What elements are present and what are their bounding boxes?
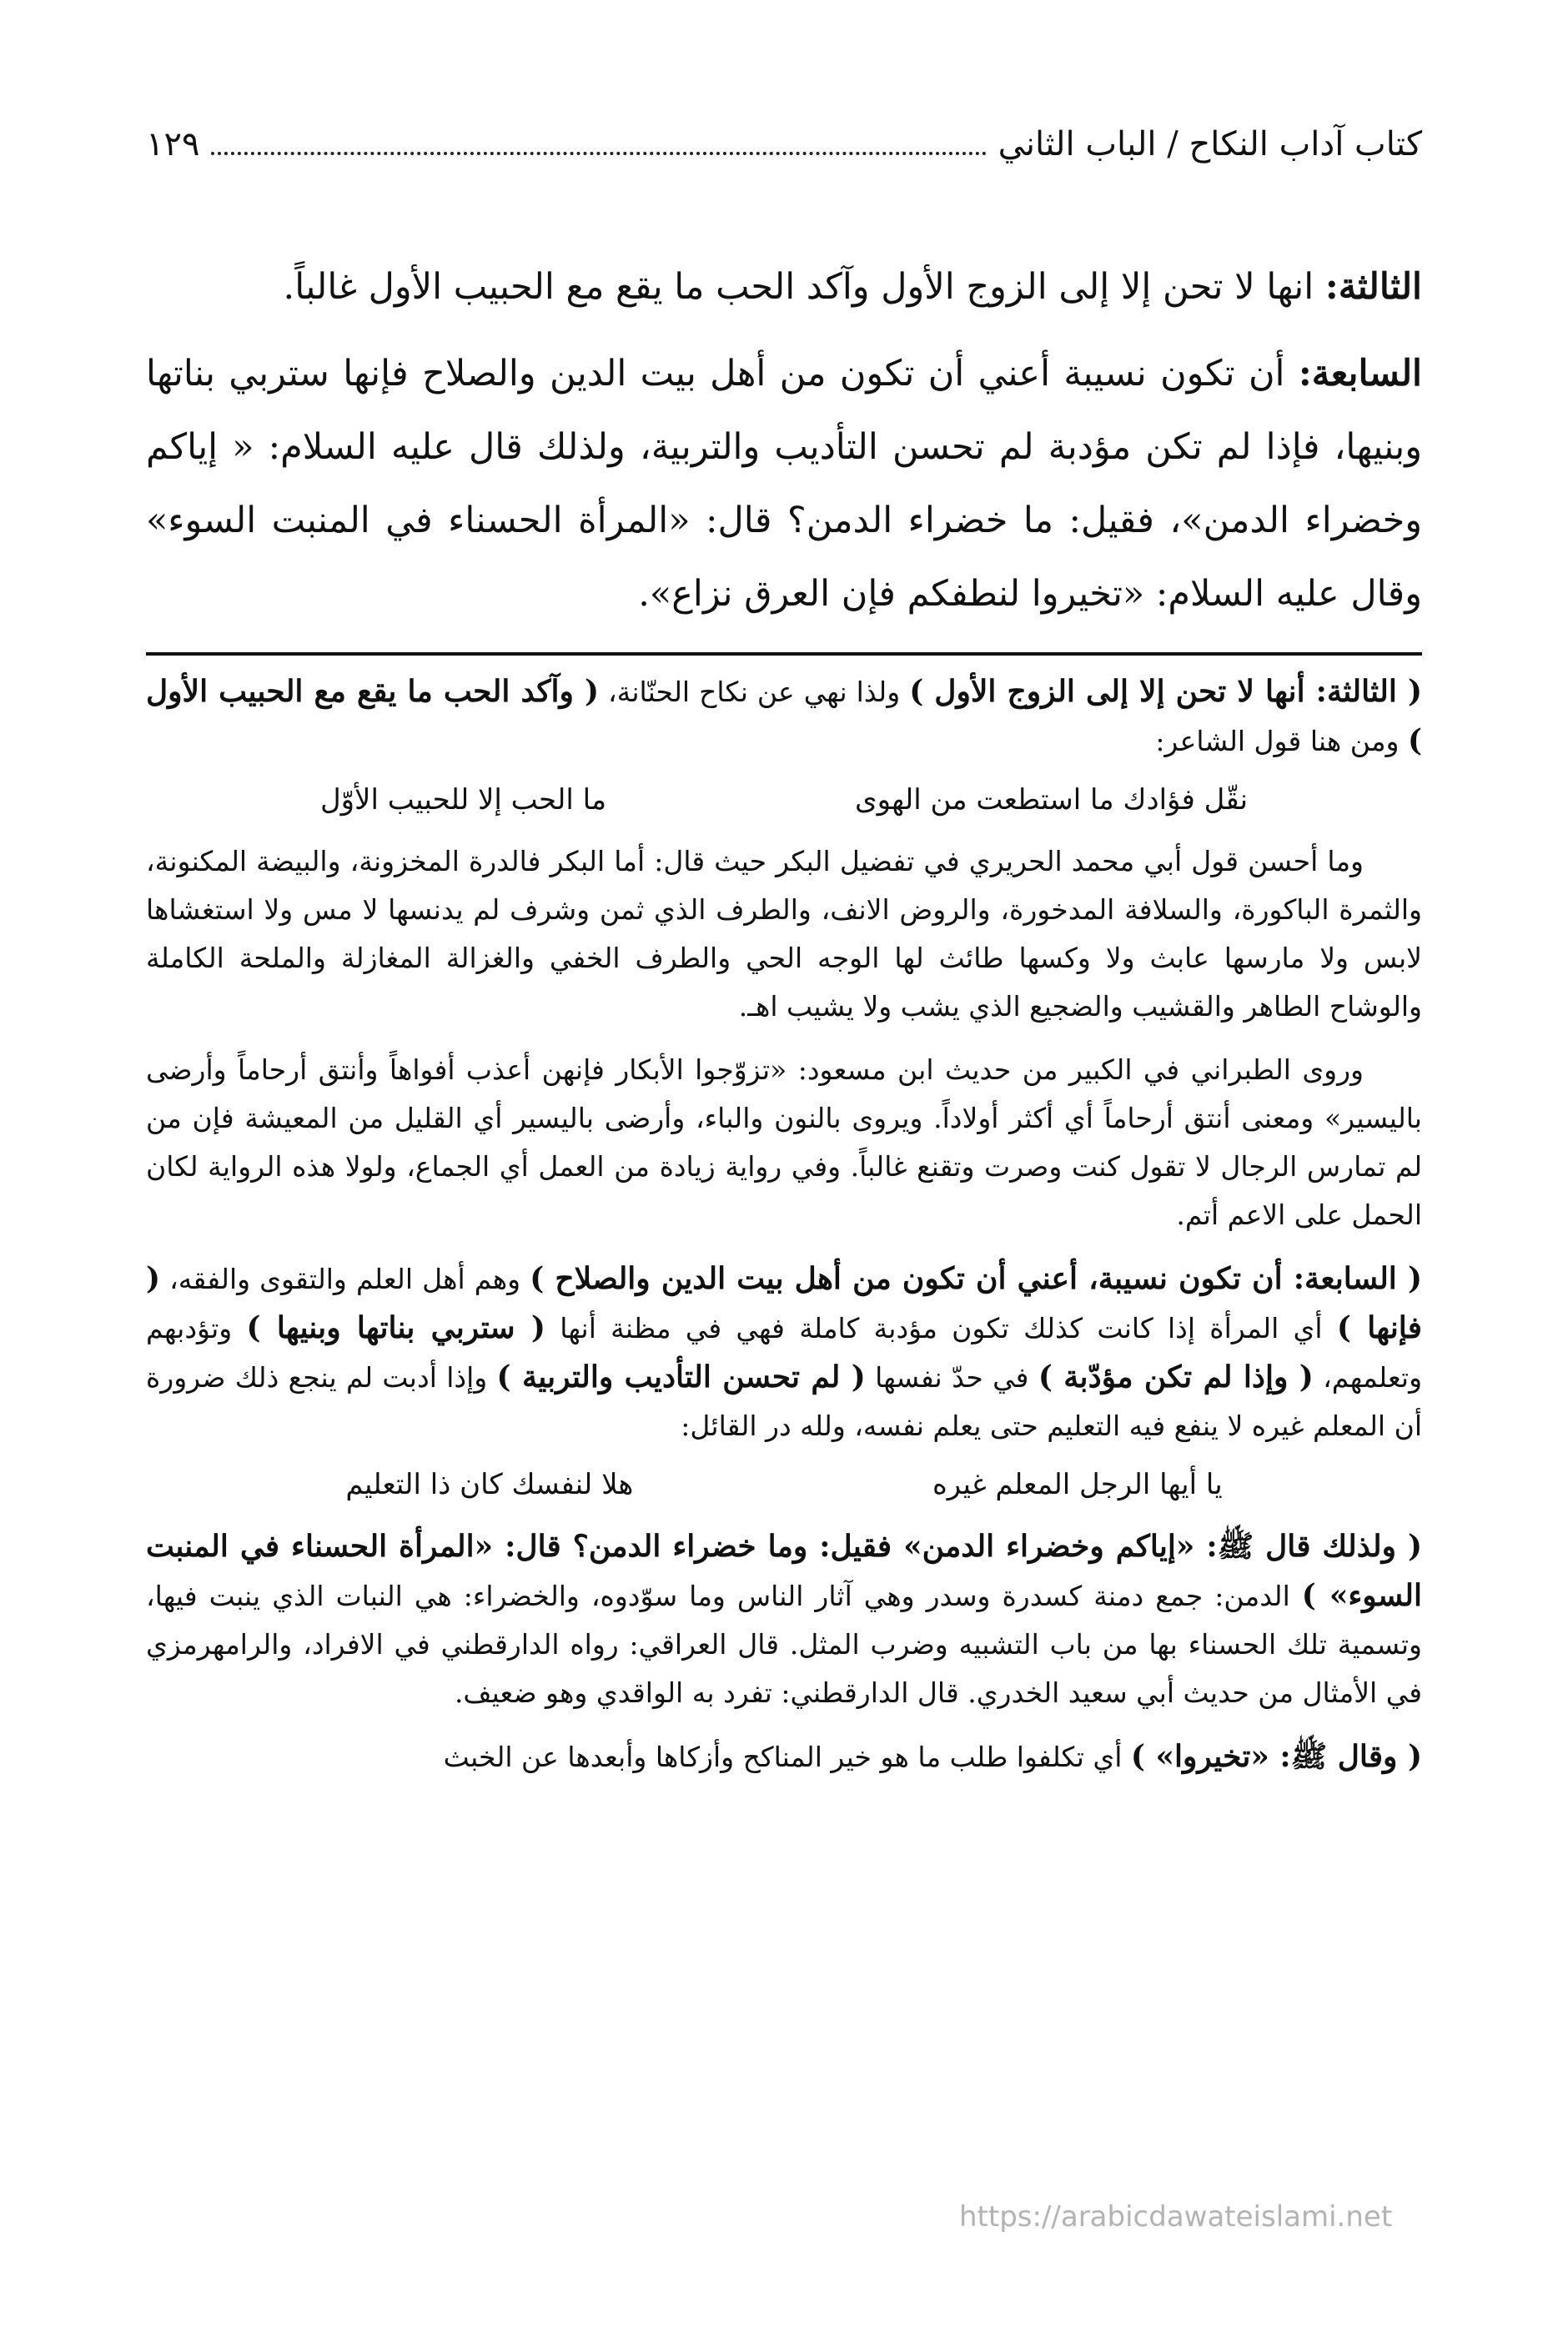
poetry-verse — [196, 776, 1372, 824]
quoted-matn: ( لم تحسن التأديب والتربية ) — [496, 1359, 866, 1395]
quoted-matn: ( ولذلك قال ﷺ: «إياكم وخضراء الدمن» فقيل: وما خضراء الدمن؟ قال: «المرأة الحسناء في المنبت السوء» ) — [146, 1529, 1422, 1613]
commentary-text: أي تكلفوا طلب ما هو خير المناكح وأزكاها وأبعدها عن الخبث — [443, 1741, 1131, 1773]
commentary-text: وهم أهل العلم والتقوى والفقه، — [160, 1263, 530, 1295]
commentary-paragraph: وما أحسن قول أبي محمد الحريري في تفضيل البكر حيث قال: أما البكر فالدرة المخزونة، والبيضة المكنونة، والثمرة الباكورة، والسلافة المدخورة، والروض الانف، والطرف الذي ثمن وشرف لم يدنسها لا مس ولا استغشاها لابس ولا مارسها عابث ولا وكسها طائث لها الوجه الحي والطرف الخفي والغزالة المغازلة والملحة الكاملة والوشاح الطاهر والقشيب والضجيع الذي يشب ولا يشيب اهـ. — [146, 845, 1422, 1023]
lead-word-third: الثالثة: — [1324, 266, 1422, 308]
quoted-matn: ( وإذا لم تكن مؤدّبة ) — [1038, 1359, 1314, 1395]
commentary-divider — [146, 652, 1422, 656]
main-paragraph-seventh — [146, 337, 1422, 631]
commentary-paragraph — [146, 667, 1422, 766]
quoted-matn: ( السابعة: أن تكون نسيبة، أعني أن تكون من أهل بيت الدين والصلاح ) — [530, 1261, 1422, 1296]
quoted-matn: ( وقال ﷺ: «تخيروا» ) — [1130, 1739, 1422, 1774]
verse-hemistich: ما الحب إلا للحبيب الأوّل — [319, 783, 607, 817]
commentary-paragraph — [146, 1522, 1422, 1717]
commentary-paragraph — [146, 1732, 1422, 1782]
commentary-text: ومن هنا قول الشاعر: — [1155, 725, 1408, 757]
main-text — [146, 250, 1422, 644]
verse-hemistich: نقّل فؤادك ما استطعت من الهوى — [855, 783, 1249, 817]
main-paragraph-third — [146, 250, 1422, 324]
quoted-matn: ( وآكد الحب ما يقع مع الحبيب الأول ) — [146, 674, 1422, 758]
lead-word-seventh: السابعة: — [1298, 353, 1422, 395]
verse-hemistich: هلا لنفسك كان ذا التعليم — [345, 1468, 634, 1501]
commentary-text: أي المرأة إذا كانت كذلك تكون مؤدبة كاملة فهي في مظنة أنها — [545, 1312, 1337, 1344]
watermark-url: https://arabicdawateislami.net — [959, 2200, 1393, 2234]
dotted-leader — [211, 152, 986, 155]
commentary-text: الدمن: جمع دمنة كسدرة وسدر وهي آثار الناس وما سوّدوه، والخضراء: هي النبات الذي ينبت فيها، وتسمية تلك الحسناء بها من باب التشبيه وضرب المثل. قال العراقي: رواه الدارقطني في الافراد، والرامهرمزي في الأمثال من حديث أبي سعيد الخدري. قال الدارقطني: تفرد به الواقدي وهو ضعيف. — [146, 1580, 1422, 1709]
commentary-text: في حدّ نفسها — [865, 1361, 1038, 1394]
verse-hemistich: يا أيها الرجل المعلم غيره — [932, 1468, 1223, 1501]
commentary — [146, 667, 1422, 1797]
poetry-verse — [196, 1460, 1372, 1509]
running-header — [146, 125, 1422, 183]
quoted-matn: ( الثالثة: أنها لا تحن إلا إلى الزوج الأول ) — [909, 674, 1422, 709]
commentary-text: وإذا أدبت لم ينجع ذلك ضرورة أن المعلم غيره لا ينفع فيه التعليم حتى يعلم نفسه، ولله در القائل: — [146, 1361, 1422, 1442]
commentary-text: ولذا نهي عن نكاح الحنّانة، — [598, 676, 910, 708]
commentary-paragraph: وروى الطبراني في الكبير من حديث ابن مسعود: «تزوّجوا الأبكار فإنهن أعذب أفواهاً وأنتق أرحاماً وأرضى باليسير» ومعنى أنتق أرحاماً أي أكثر أولاداً. ويروى بالنون والباء، وأرضى باليسير أي القليل من المعيشة فإن من لم تمارس الرجال لا تقول كنت وصرت وتقنع غالباً. وفي رواية زيادة من العمل أي الجماع، ولولا هذه الرواية لكان الحمل على الاعم أتم. — [146, 1053, 1422, 1231]
page-number: ١٢٩ — [146, 125, 200, 163]
main-text-seventh: أن تكون نسيبة أعني أن تكون من أهل بيت الدين والصلاح فإنها ستربي بناتها وبنيها، فإذا لم تكن مؤدبة لم تحسن التأديب والتربية، ولذلك قال عليه السلام: « إياكم وخضراء الدمن»، فقيل: ما خضراء الدمن؟ قال: «المرأة الحسناء في المنبت السوء» وقال عليه السلام: «تخيروا لنطفكم فإن العرق نزاع». — [146, 353, 1422, 615]
commentary-text: وتؤدبهم وتعلمهم، — [146, 1312, 1423, 1394]
quoted-matn: ( ستربي بناتها وبنيها ) — [246, 1310, 545, 1345]
quoted-matn: ( فإنها ) — [146, 1261, 1422, 1345]
running-title: كتاب آداب النكاح / الباب الثاني — [998, 125, 1422, 163]
main-text-third: انها لا تحن إلا إلى الزوج الأول وآكد الحب ما يقع مع الحبيب الأول غالباً. — [283, 266, 1325, 308]
commentary-paragraph — [146, 1254, 1422, 1450]
